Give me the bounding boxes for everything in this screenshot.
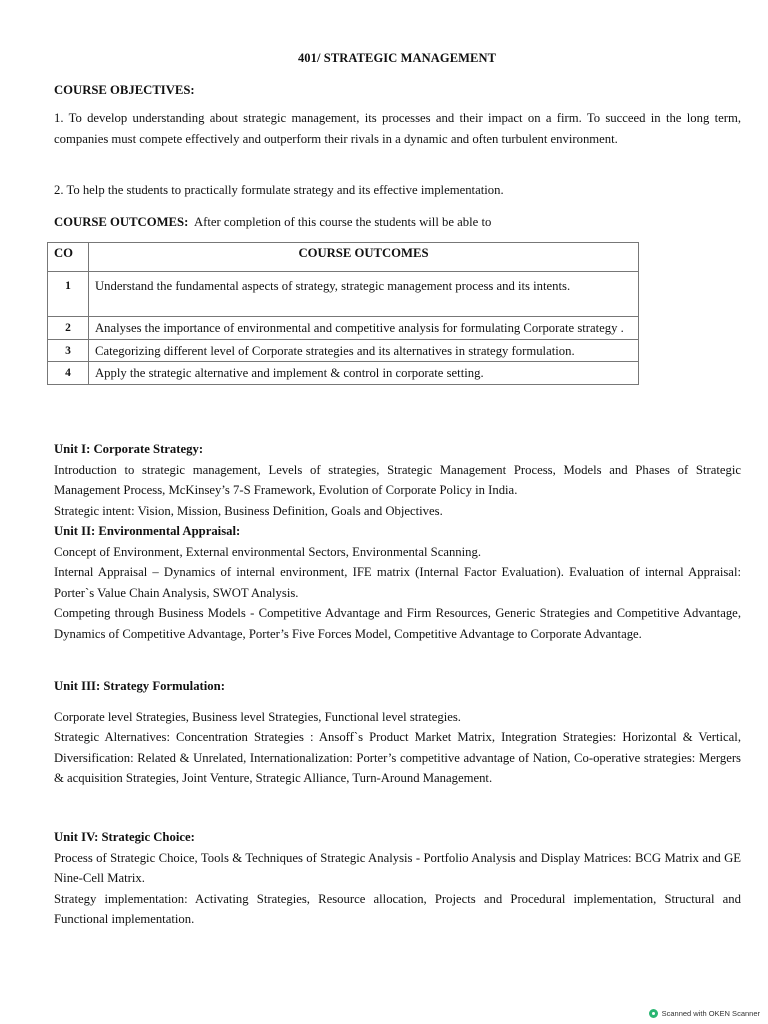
table-row	[48, 317, 639, 340]
scanner-text: Scanned with OKEN Scanner	[661, 1009, 760, 1018]
table-row	[48, 272, 639, 317]
unit-4-line: Strategy implementation: Activating Strategies, Resource allocation, Projects and Procedural implementation, Structural and Functional implementation.	[54, 891, 741, 926]
co-number: 1	[48, 272, 89, 317]
course-outcomes-table	[47, 242, 639, 385]
page-title: 401/ STRATEGIC MANAGEMENT	[297, 51, 497, 65]
co-text: Apply the strategic alternative and implement & control in corporate setting.	[89, 362, 639, 385]
table-row	[48, 339, 639, 362]
unit-1-line: Strategic intent: Vision, Mission, Business Definition, Goals and Objectives.	[54, 503, 443, 518]
objectives-heading: COURSE OBJECTIVES:	[54, 83, 195, 97]
outcomes-intro	[54, 212, 741, 233]
objective-item-1: 1. To develop understanding about strategic management, its processes and their impact on a firm. To succeed in the long term, companies must compete effectively and outperform their rivals in a dynamic and often turbulent environment.	[54, 111, 741, 146]
unit-3-line: Corporate level Strategies, Business level Strategies, Functional level strategies.	[54, 709, 461, 724]
unit-1-section	[54, 439, 741, 644]
table-header-outcomes: COURSE OUTCOMES	[89, 243, 639, 272]
unit-3-heading: Unit III: Strategy Formulation:	[54, 679, 225, 693]
unit-2-line: Internal Appraisal – Dynamics of internal environment, IFE matrix (Internal Factor Evaluation). Evaluation of internal Appraisal: Porter`s Value Chain Analysis, SWOT Analysis.	[54, 565, 741, 600]
co-text: Categorizing different level of Corporate strategies and its alternatives in strategy formulation.	[89, 339, 639, 362]
unit-2-heading: Unit II: Environmental Appraisal:	[54, 524, 241, 538]
co-text: Analyses the importance of environmental and competitive analysis for formulating Corporate strategy .	[89, 317, 639, 340]
outcomes-heading: COURSE OUTCOMES:	[54, 215, 189, 229]
co-number: 4	[48, 362, 89, 385]
unit-4-heading: Unit IV: Strategic Choice:	[54, 830, 195, 844]
unit-2-line: Competing through Business Models - Competitive Advantage and Firm Resources, Generic Strategies and Competitive Advantage, Dynamics of Competitive Advantage, Porter’s Five Forces Model, Competitive Advantage to Corporate Advantage.	[54, 606, 741, 641]
unit-4-section	[54, 827, 741, 930]
objective-item-2: 2. To help the students to practically formulate strategy and its effective implementation.	[54, 183, 504, 197]
unit-2-line: Concept of Environment, External environmental Sectors, Environmental Scanning.	[54, 544, 482, 559]
table-header-co: CO	[48, 243, 89, 272]
table-header-row	[48, 243, 639, 272]
co-text: Understand the fundamental aspects of strategy, strategic management process and its intents.	[89, 272, 639, 317]
co-number: 3	[48, 339, 89, 362]
unit-4-line: Process of Strategic Choice, Tools & Techniques of Strategic Analysis - Portfolio Analysis and Display Matrices: BCG Matrix and GE Nine-Cell Matrix.	[54, 850, 741, 885]
table-row	[48, 362, 639, 385]
outcomes-intro-text: After completion of this course the students will be able to	[193, 215, 492, 229]
unit-1-line: Introduction to strategic management, Levels of strategies, Strategic Management Process, Models and Phases of Strategic Management Process, McKinsey’s 7-S Framework, Evolution of Corporate Policy in India.	[54, 462, 741, 497]
unit-3-section	[54, 676, 741, 789]
oken-logo-icon	[649, 1009, 658, 1018]
scanner-watermark	[649, 1009, 760, 1018]
unit-1-heading: Unit I: Corporate Strategy:	[54, 442, 204, 456]
unit-3-line: Strategic Alternatives: Concentration Strategies : Ansoff`s Product Market Matrix, Integration Strategies: Horizontal & Vertical, Diversification: Related & Unrelated, Internationalization: Porter’s competitive advantage of Nation, Co-operative strategies: Mergers & acquisition Strategies, Joint Venture, Strategic Alliance, Turn-Around Management.	[54, 730, 741, 785]
co-number: 2	[48, 317, 89, 340]
